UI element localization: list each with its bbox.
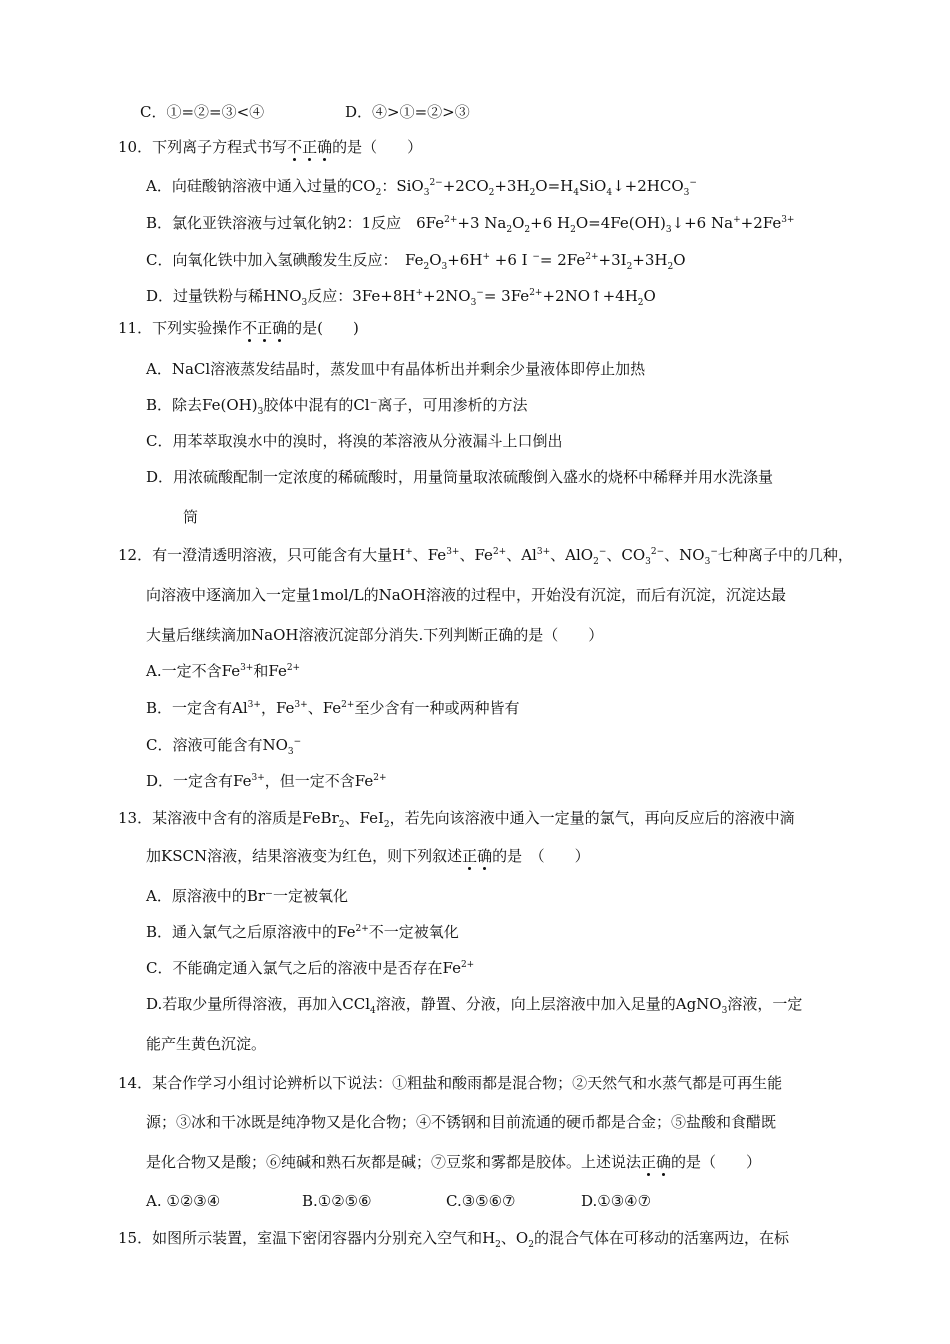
q12-option-d: D．一定含有$Fe^{3+}$，但一定不含$Fe^{2+}$ <box>146 772 387 790</box>
q11-option-d: D．用浓硫酸配制一定浓度的稀硫酸时，用量筒量取浓硫酸倒入盛水的烧杯中稀释并用水洗涤量 <box>146 468 774 486</box>
q10-option-d: D．过量铁粉与稀$HNO_3$反应：$3Fe+8H^++2NO_3^-=$ $3Fe^{2+}+2NO↑+4H_2O$ <box>146 287 656 308</box>
q14-stem-line2: 源；③冰和干冰既是纯净物又是化合物；④不锈钢和目前流通的硬币都是合金；⑤盐酸和食醋既 <box>146 1113 777 1131</box>
q9-option-c: C．①=②=③<④ <box>140 103 265 121</box>
q12-stem-line3: 大量后继续滴加NaOH溶液沉淀部分消失.下列判断正确的是（ ） <box>146 626 604 644</box>
q10-option-c: C．向氧化铁中加入氢碘酸发生反应： $Fe_2O_3+6H^+ +6$ I $^-= 2Fe^{2+}+3I_2+3H_2O$ <box>146 251 686 272</box>
q14-option-b: B.①②⑤⑥ <box>302 1192 372 1210</box>
q14-option-c: C.③⑤⑥⑦ <box>446 1192 516 1210</box>
q10-stem: 10．下列离子方程式书写不正确的是（ ） <box>118 138 423 156</box>
q12-option-b: B．一定含有$Al^{3+}$，$Fe^{3+}$、$Fe^{2+}$至少含有一种或两种皆有 <box>146 699 520 717</box>
q11-option-d-cont: 筒 <box>183 508 199 526</box>
q10-option-b: B．氯化亚铁溶液与过氧化钠2：1反应 $6Fe^{2+}+3$ $Na_2O_2+6$ $H_2O=4Fe(OH)_3↓+6$ $Na^++2Fe^{3+}$ <box>146 214 795 235</box>
q13-option-d-cont: 能产生黄色沉淀。 <box>146 1035 267 1053</box>
q12-stem-line1: 12．有一澄清透明溶液，只可能含有大量H+、$Fe^{3+}$、$Fe^{2+}$、$Al^{3+}$、AlO$_2$−、$CO_3^{2-}$、$NO_3^-$七种离子中的几种， <box>118 546 853 567</box>
q14-option-a: A. ①②③④ <box>146 1192 221 1210</box>
q13-option-b: B．通入氯气之后原溶液中的$Fe^{2+}$不一定被氧化 <box>146 923 459 941</box>
q12-option-a: A.一定不含$Fe^{3+}$和$Fe^{2+}$ <box>146 662 301 680</box>
q12-stem-line2: 向溶液中逐滴加入一定量1mol/L的NaOH溶液的过程中，开始没有沉淀，而后有沉淀，沉淀达最 <box>146 586 787 604</box>
q13-option-c: C．不能确定通入氯气之后的溶液中是否存在$Fe^{2+}$ <box>146 959 475 977</box>
q13-option-a: A．原溶液中的Br⁻一定被氧化 <box>146 887 348 905</box>
q15-stem-line1: 15．如图所示装置，室温下密闭容器内分别充入空气和$H_2$、$O_2$的混合气体在可移动的活塞两边，在标 <box>118 1229 789 1250</box>
q14-option-d: D.①③④⑦ <box>581 1192 652 1210</box>
q12-option-c: C．溶液可能含有$NO_3^-$ <box>146 736 302 757</box>
q11-stem: 11．下列实验操作不正确的是( ) <box>118 319 359 337</box>
q11-option-a: A．NaCl溶液蒸发结晶时，蒸发皿中有晶体析出并剩余少量液体即停止加热 <box>146 360 646 378</box>
q14-stem-line1: 14．某合作学习小组讨论辨析以下说法：①粗盐和酸雨都是混合物；②天然气和水蒸气都是可再生能 <box>118 1074 783 1092</box>
q9-option-d: D．④>①=②>③ <box>345 103 470 121</box>
q13-stem-line1: 13．某溶液中含有的溶质是FeBr$_2$、FeI$_2$，若先向该溶液中通入一定量的氯气，再向反应后的溶液中滴 <box>118 809 795 830</box>
q13-option-d: D.若取少量所得溶液，再加入CCl$_4$溶液，静置、分液，向上层溶液中加入足量的AgNO$_3$溶液，一定 <box>146 995 803 1016</box>
q14-stem-line3: 是化合物又是酸；⑥纯碱和熟石灰都是碱；⑦豆浆和雾都是胶体。上述说法正确的是（ ） <box>146 1153 762 1171</box>
q13-stem-line2: 加KSCN溶液，结果溶液变为红色，则下列叙述正确的是 （ ） <box>146 847 590 865</box>
q10-option-a: A．向硅酸钠溶液中通入过量的$CO_2$：$SiO_3^{2-}+2CO_2+3H_2O=H_4SiO_4↓+2HCO_3^-$ <box>146 177 697 198</box>
q11-option-c: C．用苯萃取溴水中的溴时，将溴的苯溶液从分液漏斗上口倒出 <box>146 432 563 450</box>
q11-option-b: B．除去$Fe(OH)_3$胶体中混有的Cl⁻离子，可用渗析的方法 <box>146 396 528 417</box>
